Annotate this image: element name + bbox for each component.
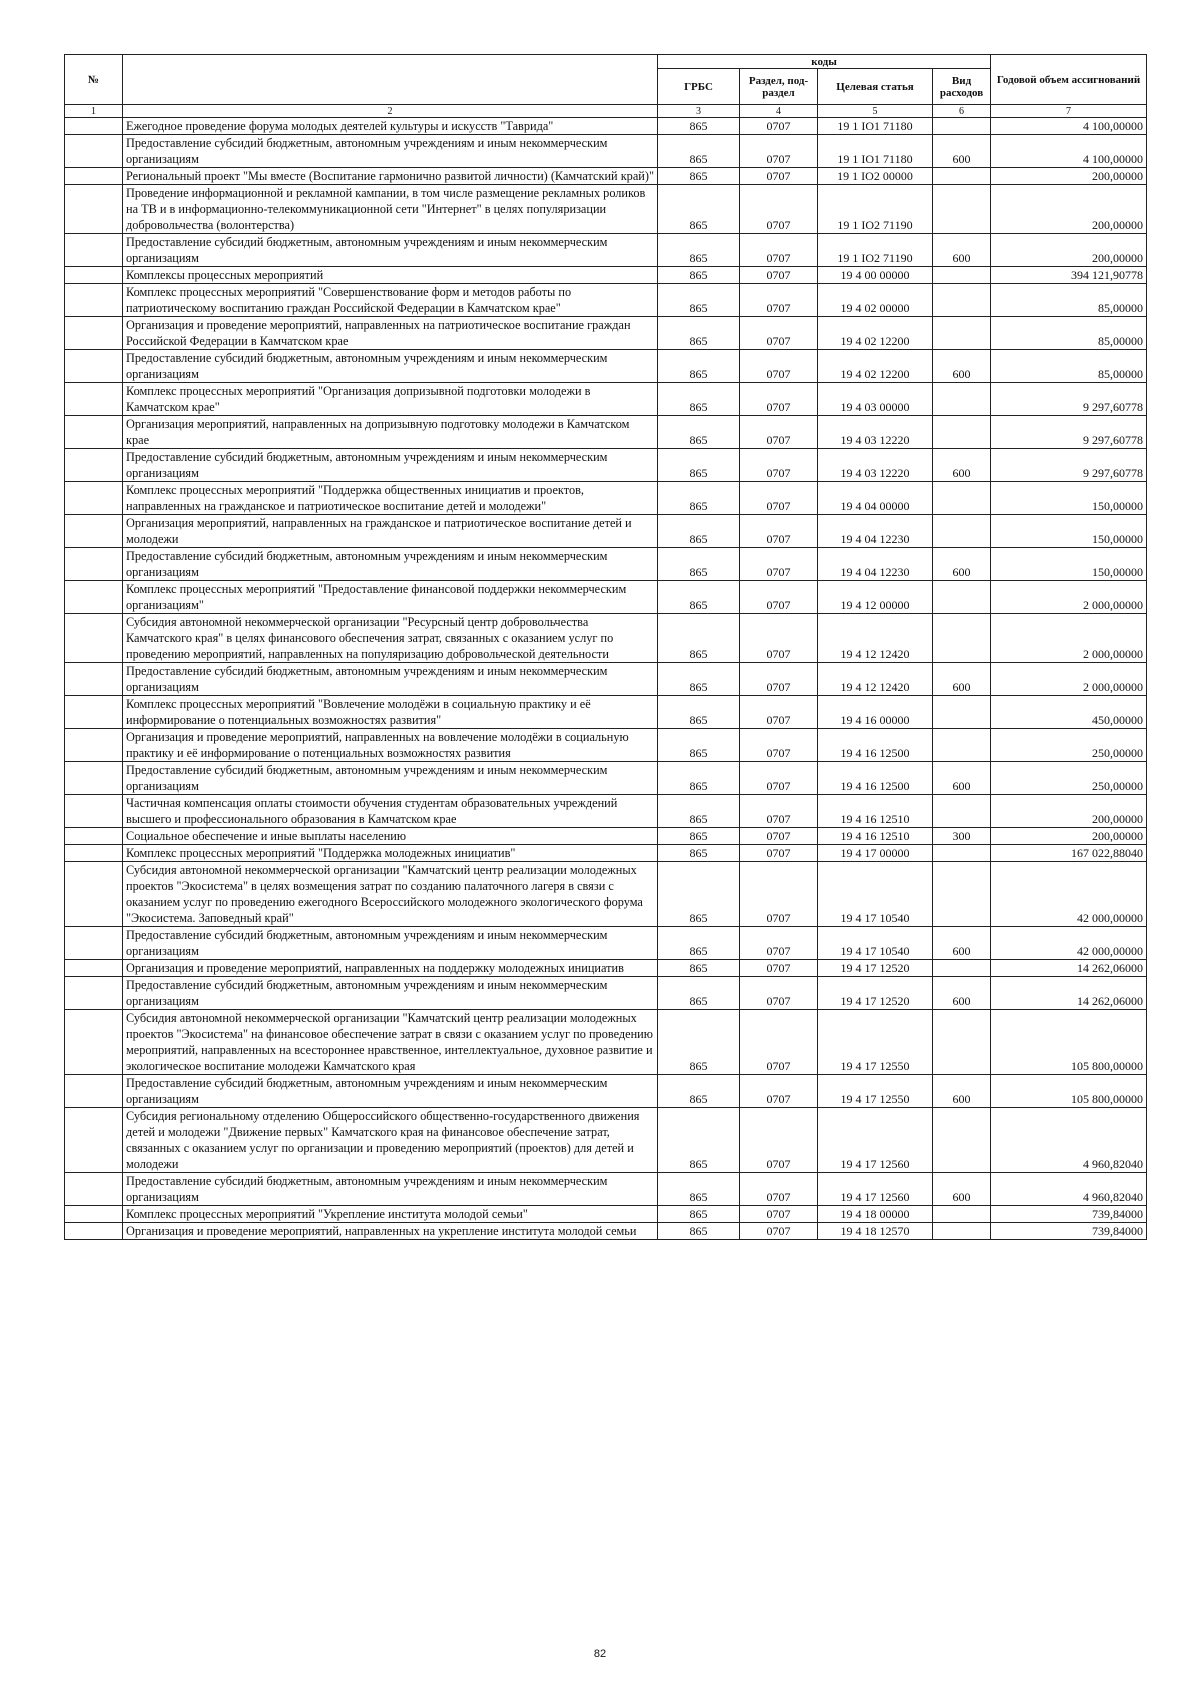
table-row [65,383,1147,416]
row-description: Субсидия автономной некоммерческой организации "Камчатский центр реализации молодежных проектов "Экосистема" в целях возмещения затрат по созданию палаточного лагеря в связи с оказанием услуг по проведению ежегодного Всероссийского молодежного экологического форума "Экосистема. Заповедный край" [123,862,658,927]
row-amount: 14 262,06000 [991,977,1147,1010]
row-description: Комплекс процессных мероприятий "Организация допризывной подготовки молодежи в Камчатском крае" [123,383,658,416]
row-amount: 739,84000 [991,1223,1147,1240]
row-section: 0707 [740,581,818,614]
row-description: Субсидия автономной некоммерческой организации "Камчатский центр реализации молодежных проектов "Экосистема" на финансовое обеспечение затрат в связи с оказанием услуг по проведению мероприятий, направленных на всестороннее нравственное, интеллектуальное, духовное развитие и экологическое воспитание молодежи Камчатского края [123,1010,658,1075]
row-number-cell [65,284,123,317]
table-row [65,118,1147,135]
budget-table-sheet [64,54,1146,1240]
row-target-article: 19 4 02 00000 [818,284,933,317]
row-section: 0707 [740,927,818,960]
row-number-cell [65,581,123,614]
row-amount: 4 960,82040 [991,1108,1147,1173]
row-amount: 250,00000 [991,762,1147,795]
row-amount: 105 800,00000 [991,1010,1147,1075]
row-expense-kind: 600 [933,350,991,383]
table-row [65,729,1147,762]
table-row [65,795,1147,828]
row-number-cell [65,482,123,515]
row-expense-kind [933,383,991,416]
row-grbs: 865 [658,762,740,795]
row-amount: 85,00000 [991,350,1147,383]
row-target-article: 19 4 17 00000 [818,845,933,862]
table-row [65,515,1147,548]
table-row [65,663,1147,696]
row-target-article: 19 4 18 12570 [818,1223,933,1240]
row-expense-kind [933,1010,991,1075]
column-number: 6 [933,105,991,118]
column-number: 7 [991,105,1147,118]
row-section: 0707 [740,729,818,762]
row-section: 0707 [740,168,818,185]
table-row [65,185,1147,234]
row-description: Комплекс процессных мероприятий "Поддержка общественных инициатив и проектов, направленных на гражданское и патриотическое воспитание детей и молодежи" [123,482,658,515]
row-target-article: 19 4 04 00000 [818,482,933,515]
table-row [65,482,1147,515]
row-amount: 85,00000 [991,317,1147,350]
row-section: 0707 [740,383,818,416]
row-grbs: 865 [658,267,740,284]
row-description: Субсидия региональному отделению Общероссийского общественно-государственного движения детей и молодежи "Движение первых" Камчатского края на финансовое обеспечение затрат, связанных с оказанием услуг по организации и проведению мероприятий (проектов) для детей и молодежи [123,1108,658,1173]
row-description: Субсидия автономной некоммерческой организации "Ресурсный центр добровольчества Камчатского края" в целях финансового обеспечения затрат, связанных с оказанием услуг по проведению мероприятий, направленных на популяризацию добровольческой деятельности [123,614,658,663]
row-section: 0707 [740,449,818,482]
row-number-cell [65,383,123,416]
table-row [65,1010,1147,1075]
row-section: 0707 [740,762,818,795]
row-expense-kind [933,1206,991,1223]
table-row [65,284,1147,317]
row-target-article: 19 1 IO2 71190 [818,234,933,267]
row-number-cell [65,927,123,960]
row-grbs: 865 [658,234,740,267]
row-target-article: 19 4 16 12510 [818,795,933,828]
row-target-article: 19 4 16 12510 [818,828,933,845]
row-grbs: 865 [658,482,740,515]
row-expense-kind [933,185,991,234]
row-section: 0707 [740,267,818,284]
row-grbs: 865 [658,168,740,185]
table-row [65,449,1147,482]
row-description: Предоставление субсидий бюджетным, автономным учреждениям и иным некоммерческим организациям [123,234,658,267]
row-description: Предоставление субсидий бюджетным, автономным учреждениям и иным некоммерческим организациям [123,663,658,696]
header-amount: Годовой объем ассигнований [991,55,1147,105]
row-target-article: 19 4 17 12550 [818,1075,933,1108]
table-row [65,960,1147,977]
row-section: 0707 [740,284,818,317]
row-description: Проведение информационной и рекламной кампании, в том числе размещение рекламных роликов на ТВ и в информационно-телекоммуникационной сети "Интернет" в целях популяризации добровольчества (волонтерства) [123,185,658,234]
row-number-cell [65,795,123,828]
row-expense-kind: 600 [933,663,991,696]
row-section: 0707 [740,317,818,350]
row-number-cell [65,1075,123,1108]
row-section: 0707 [740,548,818,581]
row-amount: 4 960,82040 [991,1173,1147,1206]
row-section: 0707 [740,696,818,729]
row-grbs: 865 [658,1010,740,1075]
row-grbs: 865 [658,548,740,581]
row-expense-kind [933,845,991,862]
row-expense-kind: 600 [933,234,991,267]
row-section: 0707 [740,795,818,828]
column-numbers-row [65,105,1147,118]
row-grbs: 865 [658,663,740,696]
row-description: Социальное обеспечение и иные выплаты населению [123,828,658,845]
row-target-article: 19 4 16 12500 [818,729,933,762]
table-row [65,927,1147,960]
row-description: Комплекс процессных мероприятий "Предоставление финансовой поддержки некоммерческим организациям" [123,581,658,614]
header-target: Целевая статья [818,69,933,105]
row-grbs: 865 [658,828,740,845]
row-section: 0707 [740,234,818,267]
row-grbs: 865 [658,614,740,663]
row-expense-kind: 600 [933,449,991,482]
table-row [65,828,1147,845]
row-expense-kind [933,284,991,317]
table-row [65,548,1147,581]
row-amount: 200,00000 [991,234,1147,267]
row-amount: 85,00000 [991,284,1147,317]
row-grbs: 865 [658,729,740,762]
row-expense-kind [933,416,991,449]
row-target-article: 19 4 17 12520 [818,977,933,1010]
row-number-cell [65,317,123,350]
row-expense-kind [933,317,991,350]
row-expense-kind [933,729,991,762]
row-section: 0707 [740,1075,818,1108]
row-description: Комплекс процессных мероприятий "Укрепление института молодой семьи" [123,1206,658,1223]
row-amount: 200,00000 [991,795,1147,828]
row-target-article: 19 4 17 10540 [818,862,933,927]
row-target-article: 19 4 17 12520 [818,960,933,977]
row-description: Предоставление субсидий бюджетным, автономным учреждениям и иным некоммерческим организациям [123,1075,658,1108]
column-number: 4 [740,105,818,118]
row-number-cell [65,845,123,862]
table-row [65,614,1147,663]
table-row [65,862,1147,927]
row-grbs: 865 [658,416,740,449]
row-description: Комплекс процессных мероприятий "Совершенствование форм и методов работы по патриотическому воспитанию граждан Российской Федерации в Камчатском крае" [123,284,658,317]
row-expense-kind: 600 [933,1173,991,1206]
row-expense-kind [933,1108,991,1173]
table-row [65,762,1147,795]
row-grbs: 865 [658,135,740,168]
row-target-article: 19 4 16 00000 [818,696,933,729]
row-number-cell [65,960,123,977]
row-description: Ежегодное проведение форума молодых деятелей культуры и искусств "Таврида" [123,118,658,135]
table-body [65,118,1147,1240]
table-row [65,350,1147,383]
row-number-cell [65,1108,123,1173]
row-target-article: 19 1 IO1 71180 [818,118,933,135]
row-expense-kind [933,515,991,548]
row-expense-kind: 600 [933,762,991,795]
header-grbs: ГРБС [658,69,740,105]
row-section: 0707 [740,828,818,845]
row-amount: 167 022,88040 [991,845,1147,862]
row-section: 0707 [740,185,818,234]
row-section: 0707 [740,845,818,862]
row-amount: 14 262,06000 [991,960,1147,977]
table-row [65,234,1147,267]
row-amount: 150,00000 [991,548,1147,581]
row-grbs: 865 [658,862,740,927]
row-amount: 105 800,00000 [991,1075,1147,1108]
row-target-article: 19 4 17 12550 [818,1010,933,1075]
row-target-article: 19 4 03 12220 [818,416,933,449]
row-section: 0707 [740,1223,818,1240]
row-expense-kind [933,118,991,135]
header-codes: коды [658,55,991,69]
row-grbs: 865 [658,350,740,383]
row-amount: 2 000,00000 [991,614,1147,663]
row-description: Предоставление субсидий бюджетным, автономным учреждениям и иным некоммерческим организациям [123,548,658,581]
row-number-cell [65,118,123,135]
row-expense-kind: 600 [933,548,991,581]
row-section: 0707 [740,118,818,135]
row-section: 0707 [740,862,818,927]
row-description: Предоставление субсидий бюджетным, автономным учреждениям и иным некоммерческим организациям [123,927,658,960]
row-number-cell [65,168,123,185]
row-expense-kind: 600 [933,1075,991,1108]
row-grbs: 865 [658,449,740,482]
row-target-article: 19 4 12 12420 [818,614,933,663]
row-number-cell [65,977,123,1010]
row-description: Предоставление субсидий бюджетным, автономным учреждениям и иным некоммерческим организациям [123,762,658,795]
column-number: 5 [818,105,933,118]
row-description: Предоставление субсидий бюджетным, автономным учреждениям и иным некоммерческим организациям [123,1173,658,1206]
table-row [65,977,1147,1010]
row-amount: 4 100,00000 [991,118,1147,135]
table-row [65,1075,1147,1108]
table-row [65,1108,1147,1173]
table-row [65,1223,1147,1240]
row-amount: 200,00000 [991,185,1147,234]
row-grbs: 865 [658,960,740,977]
page-number: 82 [593,1648,607,1660]
row-section: 0707 [740,1206,818,1223]
column-number: 2 [123,105,658,118]
row-number-cell [65,1206,123,1223]
row-section: 0707 [740,663,818,696]
row-expense-kind: 600 [933,977,991,1010]
row-number-cell [65,1010,123,1075]
row-number-cell [65,663,123,696]
column-number: 3 [658,105,740,118]
row-target-article: 19 4 02 12200 [818,350,933,383]
row-number-cell [65,1173,123,1206]
table-row [65,317,1147,350]
row-target-article: 19 4 17 12560 [818,1173,933,1206]
table-row [65,845,1147,862]
row-grbs: 865 [658,1206,740,1223]
row-amount: 42 000,00000 [991,927,1147,960]
row-section: 0707 [740,1010,818,1075]
row-amount: 150,00000 [991,482,1147,515]
row-description: Предоставление субсидий бюджетным, автономным учреждениям и иным некоммерческим организациям [123,350,658,383]
row-expense-kind [933,267,991,284]
row-expense-kind: 300 [933,828,991,845]
row-section: 0707 [740,960,818,977]
row-section: 0707 [740,482,818,515]
column-number: 1 [65,105,123,118]
row-grbs: 865 [658,317,740,350]
row-target-article: 19 4 12 12420 [818,663,933,696]
row-number-cell [65,614,123,663]
row-amount: 739,84000 [991,1206,1147,1223]
row-target-article: 19 4 18 00000 [818,1206,933,1223]
row-target-article: 19 4 04 12230 [818,515,933,548]
budget-allocation-table [64,54,1147,1240]
row-number-cell [65,828,123,845]
row-description: Предоставление субсидий бюджетным, автономным учреждениям и иным некоммерческим организациям [123,135,658,168]
row-grbs: 865 [658,581,740,614]
row-description: Организация и проведение мероприятий, направленных на вовлечение молодёжи в социальную практику и её информирование о потенциальных возможностях развития [123,729,658,762]
row-target-article: 19 4 00 00000 [818,267,933,284]
row-grbs: 865 [658,1173,740,1206]
row-expense-kind [933,795,991,828]
row-section: 0707 [740,416,818,449]
row-number-cell [65,267,123,284]
row-section: 0707 [740,1173,818,1206]
table-row [65,416,1147,449]
row-amount: 394 121,90778 [991,267,1147,284]
row-number-cell [65,135,123,168]
row-target-article: 19 4 16 12500 [818,762,933,795]
table-row [65,1173,1147,1206]
row-section: 0707 [740,1108,818,1173]
row-grbs: 865 [658,696,740,729]
row-target-article: 19 4 03 12220 [818,449,933,482]
row-description: Организация мероприятий, направленных на гражданское и патриотическое воспитание детей и молодежи [123,515,658,548]
row-target-article: 19 1 IO2 71190 [818,185,933,234]
row-description: Комплекс процессных мероприятий "Вовлечение молодёжи в социальную практику и её информирование о потенциальных возможностях развития" [123,696,658,729]
row-section: 0707 [740,135,818,168]
row-amount: 450,00000 [991,696,1147,729]
table-row [65,581,1147,614]
row-grbs: 865 [658,1223,740,1240]
row-description: Предоставление субсидий бюджетным, автономным учреждениям и иным некоммерческим организациям [123,449,658,482]
row-number-cell [65,729,123,762]
row-grbs: 865 [658,118,740,135]
header-kind: Вид расходов [933,69,991,105]
row-grbs: 865 [658,185,740,234]
row-amount: 9 297,60778 [991,383,1147,416]
table-row [65,267,1147,284]
row-grbs: 865 [658,795,740,828]
row-section: 0707 [740,350,818,383]
row-description: Частичная компенсация оплаты стоимости обучения студентам образовательных учреждений высшего и профессионального образования в Камчатском крае [123,795,658,828]
row-target-article: 19 1 IO2 00000 [818,168,933,185]
row-number-cell [65,862,123,927]
row-target-article: 19 1 IO1 71180 [818,135,933,168]
header-name [123,55,658,105]
row-description: Организация мероприятий, направленных на допризывную подготовку молодежи в Камчатском крае [123,416,658,449]
row-amount: 150,00000 [991,515,1147,548]
row-number-cell [65,548,123,581]
row-number-cell [65,234,123,267]
row-target-article: 19 4 03 00000 [818,383,933,416]
row-expense-kind [933,696,991,729]
row-grbs: 865 [658,977,740,1010]
row-amount: 2 000,00000 [991,663,1147,696]
header-number: № [65,55,123,105]
row-description: Организация и проведение мероприятий, направленных на поддержку молодежных инициатив [123,960,658,977]
row-amount: 42 000,00000 [991,862,1147,927]
row-number-cell [65,762,123,795]
row-number-cell [65,185,123,234]
row-number-cell [65,449,123,482]
row-description: Комплекс процессных мероприятий "Поддержка молодежных инициатив" [123,845,658,862]
row-expense-kind [933,581,991,614]
row-description: Организация и проведение мероприятий, направленных на укрепление института молодой семьи [123,1223,658,1240]
row-number-cell [65,696,123,729]
row-number-cell [65,416,123,449]
row-target-article: 19 4 04 12230 [818,548,933,581]
table-row [65,696,1147,729]
row-number-cell [65,350,123,383]
row-target-article: 19 4 12 00000 [818,581,933,614]
row-amount: 4 100,00000 [991,135,1147,168]
row-grbs: 865 [658,927,740,960]
row-grbs: 865 [658,845,740,862]
row-expense-kind [933,614,991,663]
row-description: Организация и проведение мероприятий, направленных на патриотическое воспитание граждан Российской Федерации в Камчатском крае [123,317,658,350]
row-grbs: 865 [658,383,740,416]
row-expense-kind [933,960,991,977]
row-amount: 200,00000 [991,168,1147,185]
row-section: 0707 [740,515,818,548]
row-section: 0707 [740,977,818,1010]
row-description: Комплексы процессных мероприятий [123,267,658,284]
row-expense-kind [933,1223,991,1240]
row-description: Региональный проект "Мы вместе (Воспитание гармонично развитой личности) (Камчатский край)" [123,168,658,185]
row-target-article: 19 4 17 12560 [818,1108,933,1173]
row-amount: 9 297,60778 [991,449,1147,482]
row-section: 0707 [740,614,818,663]
row-amount: 250,00000 [991,729,1147,762]
row-grbs: 865 [658,515,740,548]
row-expense-kind: 600 [933,927,991,960]
table-row [65,1206,1147,1223]
table-row [65,135,1147,168]
row-number-cell [65,1223,123,1240]
row-grbs: 865 [658,1075,740,1108]
row-amount: 2 000,00000 [991,581,1147,614]
row-expense-kind [933,482,991,515]
row-expense-kind: 600 [933,135,991,168]
row-grbs: 865 [658,284,740,317]
row-grbs: 865 [658,1108,740,1173]
header-section: Раздел, под-раздел [740,69,818,105]
row-amount: 9 297,60778 [991,416,1147,449]
row-expense-kind [933,862,991,927]
row-number-cell [65,515,123,548]
row-target-article: 19 4 02 12200 [818,317,933,350]
row-target-article: 19 4 17 10540 [818,927,933,960]
row-expense-kind [933,168,991,185]
row-description: Предоставление субсидий бюджетным, автономным учреждениям и иным некоммерческим организациям [123,977,658,1010]
table-row [65,168,1147,185]
row-amount: 200,00000 [991,828,1147,845]
